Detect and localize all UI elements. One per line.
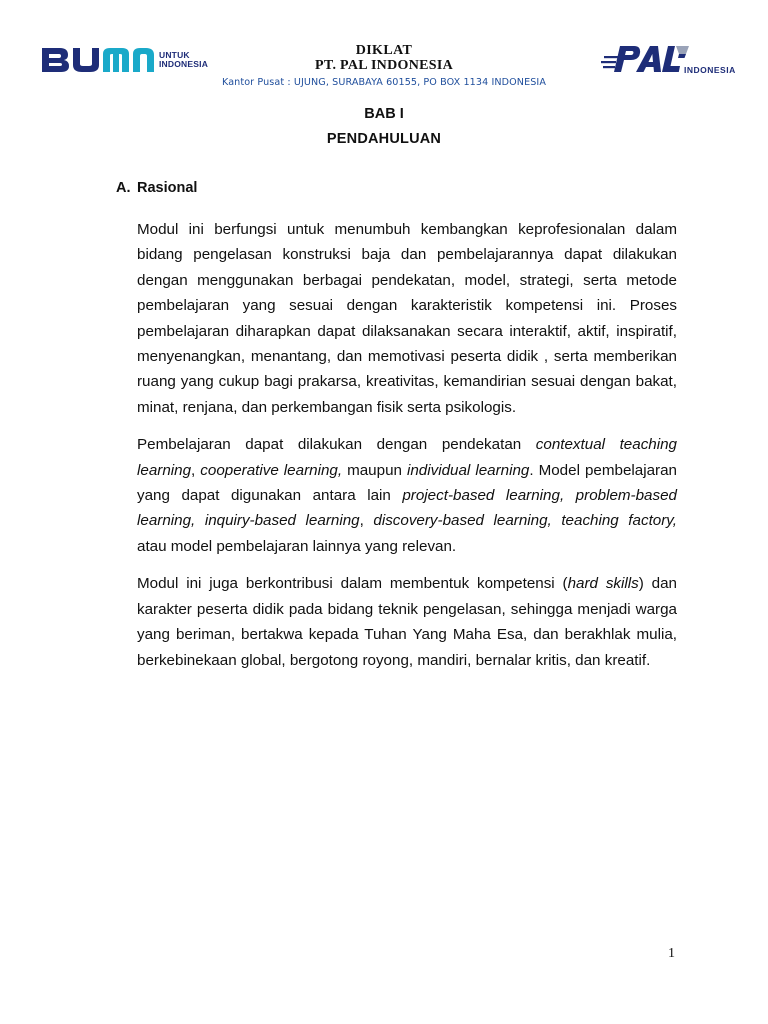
pal-logo	[600, 43, 735, 79]
p2-text-4: . Model pembelajaran yang dapat digunakan antara lain	[137, 461, 677, 505]
p2-text-2: ,	[191, 461, 201, 479]
section-title: Rasional	[137, 180, 198, 196]
company-address: Kantor Pusat : UJUNG, SURABAYA 60155, PO BOX 1134 INDONESIA	[221, 77, 547, 88]
page-number: 1	[668, 946, 675, 961]
p3-text-2: ) dan karakter peserta didik pada bidang teknik pengelasan, sehingga menjadi warga yang beriman, bertakwa kepada Tuhan Yang Maha Esa, dan berakhlak mulia, berkebinekaan global, bergotong royong, mandiri, bernalar kritis, dan kreatif.	[137, 575, 677, 669]
p2-italic-5: discovery-based learning, teaching factory,	[373, 512, 677, 530]
pal-tagline: INDONESIA	[684, 65, 736, 75]
chapter-label: BAB I	[364, 106, 404, 122]
paragraph-2	[137, 432, 677, 559]
section-number: A.	[116, 180, 131, 196]
pal-logo-icon	[600, 43, 690, 75]
page-header	[0, 0, 768, 100]
body-text	[137, 217, 677, 685]
bumn-tagline-line1: UNTUK	[159, 50, 190, 60]
bumn-tagline-line2: INDONESIA	[159, 59, 209, 69]
section-heading	[116, 180, 197, 196]
p3-text-1: Modul ini juga berkontribusi dalam membentuk kompetensi (	[137, 575, 568, 593]
p2-italic-4: project-based learning, problem-based learning, inquiry-based learning	[137, 487, 677, 530]
p2-text-6: atau model pembelajaran lainnya yang relevan.	[137, 537, 457, 555]
chapter-title: PENDAHULUAN	[326, 131, 442, 147]
p2-italic-2: cooperative learning,	[200, 461, 343, 479]
letterhead-title: DIKLAT	[355, 43, 413, 58]
p3-italic-1: hard skills	[567, 575, 639, 593]
p2-text-3: maupun	[342, 461, 407, 479]
p2-text-1: Pembelajaran dapat dilakukan dengan pendekatan	[137, 436, 536, 454]
paragraph-1: Modul ini berfungsi untuk menumbuh kembangkan keprofesionalan dalam bidang pengelasan konstruksi baja dan pembelajarannya dapat dilakukan dengan menggunakan berbagai pendekatan, model, strategi, serta metode pembelajaran yang sesuai dengan karakteristik kompetensi ini. Proses pembelajaran diharapkan dapat dilaksanakan secara interaktif, aktif, inspiratif, menyenangkan, menantang, dan memotivasi peserta didik , serta memberikan ruang yang cukup bagi prakarsa, kreativitas, kemandirian sesuai dengan bakat, minat, renjana, dan perkembangan fisik serta psikologis.	[137, 221, 677, 416]
paragraph-3	[137, 571, 677, 673]
company-name: PT. PAL INDONESIA	[315, 58, 453, 73]
p2-text-5: ,	[359, 512, 374, 530]
p2-italic-3: individual learning	[406, 461, 530, 479]
p2-italic-1: contextual teaching learning	[137, 436, 677, 479]
